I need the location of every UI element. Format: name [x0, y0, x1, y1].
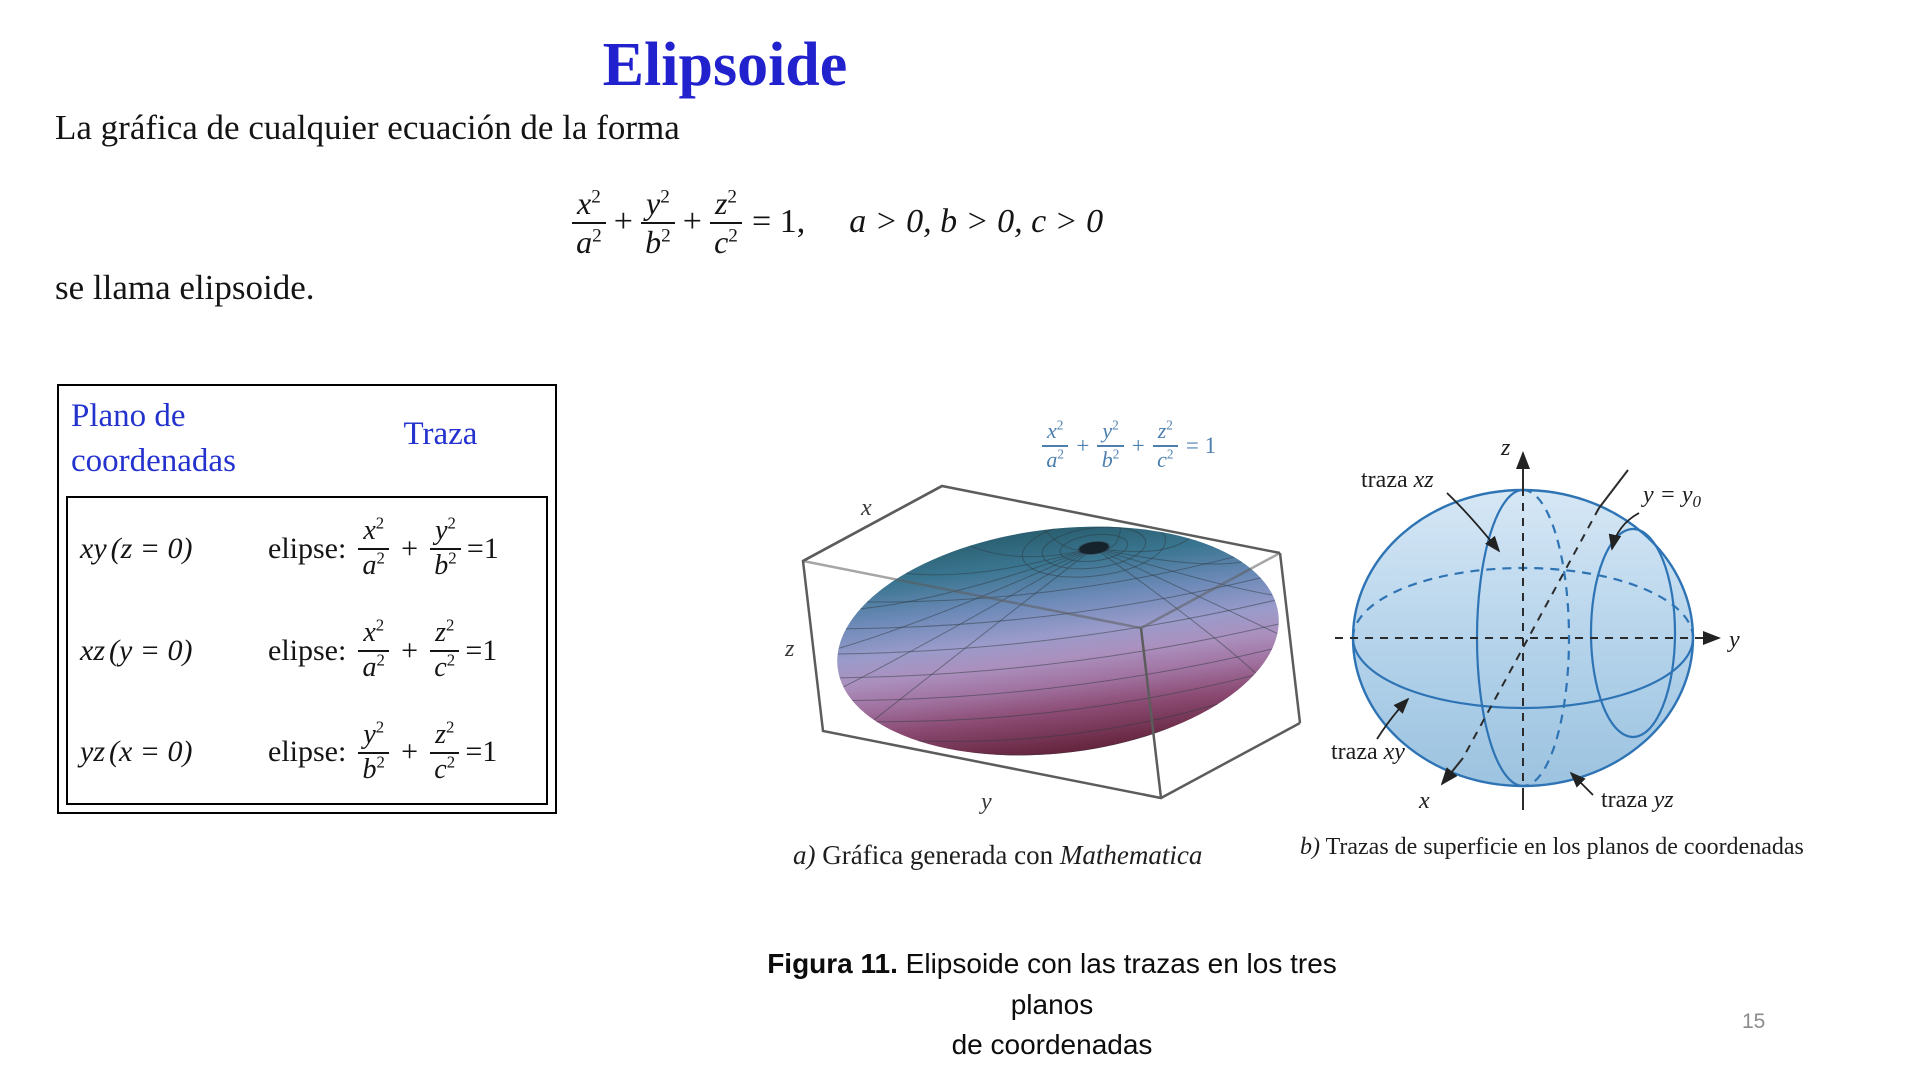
fraction-y-b: $\frac{y^2}{b^2}$: [641, 187, 675, 258]
figure-11-caption: Figura 11. Elipsoide con las trazas en los tres planos de coordenadas: [767, 948, 1337, 1061]
figure-a-caption: a) Gráfica generada con Mathematica: [793, 840, 1203, 870]
table-row: [68, 498, 546, 600]
plane-label: xy (z = 0): [80, 531, 193, 565]
traza-xy-label: traza xy: [1331, 739, 1405, 765]
figure-b-caption: b) Trazas de superficie en los planos de coordenadas: [1300, 834, 1804, 860]
trace-equation: elipse: $\frac{x^2}{a^2}$ + $\frac{z^2}{c^2}$ =1: [268, 615, 498, 683]
equation-constraint: a > 0, b > 0, c > 0: [849, 203, 1104, 240]
axis-x-label: x: [1419, 788, 1430, 814]
page-number: 15: [1742, 1010, 1766, 1033]
axis-y-label: y: [1729, 627, 1740, 653]
trace-equation: elipse: $\frac{y^2}{b^2}$ + $\frac{z^2}{c^2}$ =1: [268, 717, 498, 785]
figure-a-mathematica-plot: [775, 413, 1305, 823]
table-body: [66, 496, 548, 805]
figure-a-equation: $\frac{x^2}{a^2}$ + $\frac{y^2}{b^2}$ + $\frac{z^2}{c^2}$ = 1: [1042, 420, 1216, 471]
fraction-z-c: $\frac{z^2}{c^2}$: [710, 187, 742, 258]
traza-xz-label: traza xz: [1361, 467, 1434, 493]
trace-table: [57, 384, 557, 814]
figure-b-traces-diagram: [1295, 355, 1865, 825]
axis-z-label: z: [1501, 435, 1511, 461]
table-row: [68, 701, 546, 803]
plus-sign: +: [613, 203, 633, 240]
header-traza: Traza: [403, 415, 478, 452]
y0-label: $y = y_0$: [1643, 482, 1701, 511]
plane-label: xz (y = 0): [80, 633, 193, 667]
intro-text: La gráfica de cualquier ecuación de la forma: [55, 108, 680, 147]
plus-sign: +: [682, 203, 702, 240]
trace-equation: elipse: $\frac{x^2}{a^2}$ + $\frac{y^2}{b^2}$ =1: [268, 514, 499, 582]
outro-text: se llama elipsoide.: [55, 268, 315, 307]
traza-yz-label: traza yz: [1601, 787, 1674, 813]
equals-one: = 1,: [752, 203, 806, 240]
plane-label: yz (x = 0): [80, 735, 193, 769]
header-plano: Plano de coordenadas: [71, 398, 236, 479]
axis-y-label: y: [981, 789, 992, 815]
fraction-x-a: $\frac{x^2}{a^2}$: [572, 187, 606, 258]
main-equation: [572, 168, 1103, 276]
axis-x-label: x: [861, 495, 872, 521]
table-row: [68, 600, 546, 702]
axis-z-label: z: [785, 636, 795, 662]
page-title: Elipsoide: [602, 31, 848, 99]
x-axis-top: [1599, 470, 1628, 508]
table-header: [59, 386, 555, 496]
